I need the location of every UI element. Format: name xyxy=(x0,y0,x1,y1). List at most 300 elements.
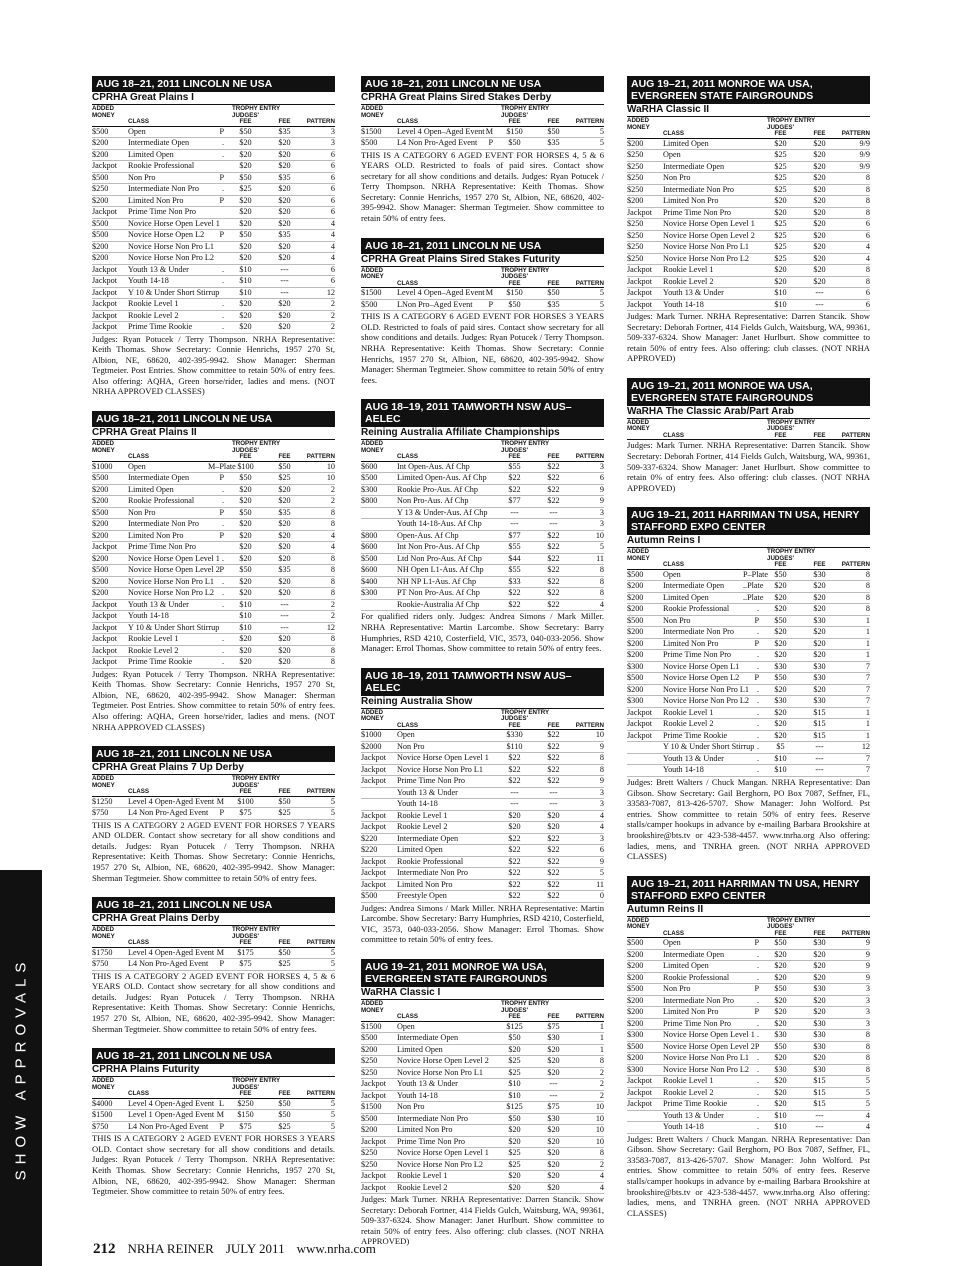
judges-fee: $25 xyxy=(278,808,291,818)
judges-fee: $20 xyxy=(278,657,291,667)
trophy xyxy=(477,462,495,473)
judges-fee: $20 xyxy=(547,810,560,820)
table-row xyxy=(361,753,604,765)
header-judges-fee: FEE xyxy=(547,721,560,729)
judges-fee: $20 xyxy=(278,645,291,655)
entry-fee: $25 xyxy=(508,1159,521,1169)
trophy: . xyxy=(756,972,759,982)
trophy xyxy=(477,542,495,553)
judges-fee: $75 xyxy=(547,1102,560,1112)
pattern: 8 xyxy=(599,588,604,598)
class-name: Level 1 Open-Aged Event xyxy=(128,1110,215,1120)
trophy: P xyxy=(219,530,224,540)
pattern: 2 xyxy=(599,1067,604,1077)
pattern: 10 xyxy=(595,1136,604,1146)
added-money: $250 xyxy=(92,184,109,193)
class-name: Non Pro xyxy=(663,173,691,182)
header-pattern: PATTERN xyxy=(306,939,335,947)
added-money xyxy=(361,788,397,799)
issue-date: JULY 2011 xyxy=(225,1241,285,1256)
judges-fee: $30 xyxy=(547,1033,560,1043)
entry-fee: $77 xyxy=(508,530,521,540)
header-fees xyxy=(761,918,839,938)
table-row xyxy=(627,973,870,985)
class-name: Y 10 & Under Short Stirrup xyxy=(128,622,220,632)
added-money: $500 xyxy=(627,1041,644,1051)
entry-fee: $110 xyxy=(506,741,523,751)
judges-fee: $30 xyxy=(813,1064,826,1074)
added-money: Jackpot xyxy=(361,764,387,774)
show-block xyxy=(92,897,335,1034)
judges-fee: --- xyxy=(280,287,289,297)
judges-fee: $20 xyxy=(813,276,826,286)
trophy: ..Plate xyxy=(743,592,764,602)
table-row xyxy=(361,1137,604,1149)
added-money: Jackpot xyxy=(627,707,653,717)
header-entry-fee: FEE xyxy=(239,788,252,796)
header-entry-fee: FEE xyxy=(508,118,521,125)
trophy: P xyxy=(219,565,224,575)
judges-fee: $15 xyxy=(813,730,826,740)
header-fees xyxy=(495,268,573,288)
show-subtitle: CPRHA Plains Futurity xyxy=(92,1064,335,1077)
show-notes: For qualified riders only. Judges: Andrea Simons / Mark Miller. NRHA Representative: Martin Larcombe. Show Secretary: Barry Humphries, RSD 4210, Costerfield, VIC, 3573, 040-033-2056. Show Manager: Errol Thomas. Show committee to retain 50% of entry fees. xyxy=(361,611,604,654)
judges-fee: $20 xyxy=(813,604,826,614)
class-name: Level 4 Open–Aged Event xyxy=(397,126,485,136)
pattern: 8 xyxy=(865,276,870,286)
header-trophy-entry-judges: TROPHY ENTRY JUDGES' xyxy=(232,440,281,454)
class-name: Rookie Level 2 xyxy=(128,310,179,320)
added-money: $500 xyxy=(92,507,109,517)
class-name: Rookie Level 2 xyxy=(663,719,714,729)
pattern: 4 xyxy=(865,253,870,263)
table-row xyxy=(627,1019,870,1031)
trophy xyxy=(477,508,495,519)
class-name: Youth 14-18 xyxy=(397,799,438,809)
table-row xyxy=(627,173,870,185)
class-name: Open xyxy=(663,938,681,948)
added-money: $500 xyxy=(361,553,378,563)
pattern: 8 xyxy=(599,1148,604,1158)
judges-fee: $20 xyxy=(278,149,291,159)
trophy xyxy=(477,834,495,845)
added-money: $4000 xyxy=(92,1098,113,1108)
class-name: Rookie Level 1 xyxy=(397,810,448,820)
class-name: Youth 14-18 xyxy=(128,276,169,285)
class-name: Non Pro xyxy=(128,172,156,182)
judges-fee: $30 xyxy=(547,1113,560,1123)
table-row xyxy=(361,1160,604,1172)
judges-fee: $22 xyxy=(547,730,560,740)
show-title: AUG 18–21, 2011 LINCOLN NE USA xyxy=(361,76,604,92)
trophy: P xyxy=(754,638,759,648)
added-money: Jackpot xyxy=(361,810,387,820)
added-money xyxy=(361,600,397,611)
class-name: Prime Time Non Pro xyxy=(663,1018,732,1028)
class-name: Prime Time Non Pro xyxy=(397,776,466,786)
added-money: $500 xyxy=(627,938,644,948)
entry-fee: $150 xyxy=(506,126,523,136)
column-header xyxy=(92,775,335,797)
judges-fee: $30 xyxy=(813,661,826,671)
added-money xyxy=(361,519,397,530)
added-money: $600 xyxy=(361,461,378,471)
judges-fee: $35 xyxy=(278,172,291,182)
judges-fee: $25 xyxy=(278,1121,291,1131)
show-block xyxy=(92,1048,335,1197)
class-name: Level 4 Open–Aged Event xyxy=(397,288,485,298)
judges-fee: $20 xyxy=(813,627,826,637)
class-name: Novice Horse Non Pro L2 xyxy=(663,253,749,263)
pattern: 12 xyxy=(326,622,335,632)
header-entry-fee: FEE xyxy=(239,453,252,461)
class-name: Intermediate Non Pro xyxy=(663,627,734,637)
class-name: Limited Non Pro xyxy=(663,196,719,205)
entry-fee: $20 xyxy=(774,627,787,637)
judges-fee: $20 xyxy=(278,530,291,540)
trophy: . xyxy=(756,765,759,775)
class-name: Intermediate Non Pro xyxy=(663,184,734,194)
pattern: 6 xyxy=(330,276,335,285)
entry-fee: --- xyxy=(510,507,519,517)
entry-fee: $30 xyxy=(774,696,787,706)
pattern: 4 xyxy=(599,822,604,832)
entry-fee: $10 xyxy=(774,1122,787,1132)
added-money: $200 xyxy=(92,553,109,563)
header-fee-pair xyxy=(226,454,304,461)
header-fee-pair xyxy=(761,931,839,938)
header-judges-fee: FEE xyxy=(278,939,291,947)
entry-fee: $20 xyxy=(508,822,521,832)
class-name: Youth 14-18-Aus. Af Chp xyxy=(397,519,482,529)
entry-fee: $20 xyxy=(239,530,252,540)
class-name: Intermediate Open xyxy=(128,473,190,483)
header-pattern: PATTERN xyxy=(306,788,335,796)
pattern: 7 xyxy=(865,753,870,763)
judges-fee: $20 xyxy=(278,195,291,205)
trophy: . xyxy=(756,661,759,671)
pattern: 3 xyxy=(599,519,604,529)
class-name: NH Open L1-Aus. Af Chp xyxy=(397,565,484,575)
trophy: P xyxy=(754,938,759,948)
entry-fee: $22 xyxy=(508,599,521,609)
judges-fee: $50 xyxy=(278,461,291,471)
trophy: P xyxy=(219,959,224,969)
entry-fee: $50 xyxy=(774,1041,787,1051)
judges-fee: $20 xyxy=(547,1136,560,1146)
added-money: $200 xyxy=(92,253,109,262)
table-row xyxy=(361,554,604,566)
judges-fee: --- xyxy=(280,276,289,285)
judges-fee: $35 xyxy=(278,507,291,517)
pattern: 12 xyxy=(326,287,335,297)
column-header xyxy=(361,267,604,289)
added-money: $1250 xyxy=(92,796,113,806)
judges-fee: --- xyxy=(815,765,824,775)
entry-fee: $22 xyxy=(508,484,521,494)
entry-fee: $10 xyxy=(239,611,252,621)
class-name: Non Pro xyxy=(128,507,156,517)
judges-fee: $20 xyxy=(278,241,291,251)
table-row xyxy=(627,570,870,582)
header-fees xyxy=(495,710,573,730)
class-name: Novice Horse Open Level 1 xyxy=(128,553,220,563)
class-name: Limited Non Pro xyxy=(128,530,184,540)
judges-fee: --- xyxy=(549,507,558,517)
table-row xyxy=(627,277,870,289)
added-money: $200 xyxy=(92,138,109,147)
judges-fee: $20 xyxy=(813,995,826,1005)
header-pattern: PATTERN xyxy=(575,118,604,125)
header-fees xyxy=(495,1001,573,1021)
trophy xyxy=(477,1148,495,1159)
trophy xyxy=(477,600,495,611)
entry-fee: $330 xyxy=(506,730,523,740)
entry-fee: $20 xyxy=(774,707,787,717)
table-row xyxy=(627,961,870,973)
table-row xyxy=(92,276,335,288)
entry-fee: $55 xyxy=(508,461,521,471)
class-name: Non Pro xyxy=(397,741,425,751)
header-pattern: PATTERN xyxy=(575,453,604,461)
judges-fee: --- xyxy=(280,622,289,632)
pattern: 4 xyxy=(865,1122,870,1132)
table-row xyxy=(92,1099,335,1111)
pattern: 0 xyxy=(599,891,604,901)
entry-fee: $20 xyxy=(239,310,252,320)
table-row xyxy=(361,891,604,903)
judges-fee: $20 xyxy=(278,161,291,170)
header-trophy-entry-judges: TROPHY ENTRY JUDGES' xyxy=(767,916,816,931)
entry-fee: $25 xyxy=(508,1148,521,1158)
table-row xyxy=(361,799,604,811)
pattern: 2 xyxy=(330,310,335,320)
trophy: P xyxy=(488,299,493,309)
table-row xyxy=(92,531,335,543)
judges-fee: $50 xyxy=(278,947,291,957)
entry-fee: $22 xyxy=(508,473,521,483)
added-money: $200 xyxy=(92,530,109,540)
table-row xyxy=(361,138,604,150)
header-fees xyxy=(226,106,304,126)
table-row xyxy=(627,162,870,174)
class-name: Novice Horse Open Level 1 xyxy=(397,1148,489,1158)
trophy: . xyxy=(756,707,759,717)
entry-fee: $25 xyxy=(508,1067,521,1077)
table-row xyxy=(627,196,870,208)
table-row xyxy=(361,822,604,834)
added-money: $300 xyxy=(627,696,644,706)
trophy: P xyxy=(219,473,224,483)
added-money: $500 xyxy=(92,565,109,575)
judges-fee: $50 xyxy=(278,796,291,806)
header-fee-pair xyxy=(495,1014,573,1021)
class-name: Intermediate Non Pro xyxy=(397,868,468,878)
entry-fee: $20 xyxy=(774,684,787,694)
entry-fee: $20 xyxy=(774,650,787,660)
show-notes: Judges: Ryan Potucek / Terry Thompson. NRHA Representative: Keith Thomas. Show Secretary: Connie Henrichs, 1957 270 St, Albion, NE, 68620, 402-395-9942. Show Manager: Sherman Tegtmeier. Post Entries. Show committee to retain 50% of entry fees. Also offering: AQHA, Green horse/rider, ladies and mens. (NOT NRHA APPROVED CLASSES) xyxy=(92,333,335,397)
column-header xyxy=(361,1000,604,1022)
table-row xyxy=(361,1183,604,1195)
pattern: 8 xyxy=(330,565,335,575)
pattern: 9 xyxy=(865,961,870,971)
class-name: Rookie Level 2 xyxy=(397,1182,448,1192)
trophy xyxy=(208,219,226,230)
show-block xyxy=(361,668,604,945)
added-money: Jackpot xyxy=(92,299,118,308)
entry-fee: $20 xyxy=(774,604,787,614)
judges-fee: $22 xyxy=(547,530,560,540)
show-notes: Judges: Ryan Potucek / Terry Thompson. NRHA Representative: Keith Thomas. Show Secretary: Connie Henrichs, 1957 270 St, Albion, NE, 68620, 402-395-9942. Show Manager: Sherman Tegtmeier. Post Entries. Show committee to retain 50% of entry fees. Also offering: AQHA, Green horse/rider, ladies and mens. (NOT NRHA APPROVED CLASSES) xyxy=(92,668,335,732)
judges-fee: $20 xyxy=(278,496,291,506)
entry-fee: $22 xyxy=(508,891,521,901)
entry-fee: $25 xyxy=(774,219,787,228)
header-class: CLASS xyxy=(128,118,149,125)
trophy xyxy=(477,519,495,530)
added-money: $400 xyxy=(361,576,378,586)
pattern: 3 xyxy=(599,787,604,797)
header-class: CLASS xyxy=(663,929,684,937)
entry-fee: $22 xyxy=(508,833,521,843)
trophy: . xyxy=(756,1076,759,1086)
column-header xyxy=(361,105,604,127)
added-money: $200 xyxy=(627,581,644,591)
added-money: Jackpot xyxy=(92,310,118,320)
show-notes: THIS IS A CATEGORY 2 AGED EVENT FOR HORSES 3 YEARS OLD. Contact show secretary for all show conditions and details. Judges: Ryan Potucek / Terry Thompson. NRHA Representative: Keith Thomas. Show Secretary: Connie Henrichs, 1957 270 St, Albion, NE, 68620, 402-395-9942. Show Manager: Sherman Tegtmeier. Show committee to retain 50% of entry fees. xyxy=(92,1133,335,1197)
entry-fee: $75 xyxy=(239,959,252,969)
added-money: Jackpot xyxy=(361,1090,387,1100)
table-row xyxy=(361,473,604,485)
entry-fee: $20 xyxy=(774,995,787,1005)
pattern: 8 xyxy=(865,604,870,614)
pattern: 10 xyxy=(595,530,604,540)
trophy: M xyxy=(216,796,224,806)
class-name: Intermediate Non Pro xyxy=(128,184,199,193)
header-trophy-entry-judges: TROPHY ENTRY JUDGES' xyxy=(767,548,816,562)
pattern: 5 xyxy=(865,1087,870,1097)
header-class: CLASS xyxy=(397,721,418,729)
judges-fee: $20 xyxy=(278,634,291,644)
judges-fee: $20 xyxy=(813,581,826,591)
added-money: $1500 xyxy=(361,126,382,136)
trophy: P xyxy=(219,507,224,517)
added-money: $500 xyxy=(627,615,644,625)
header-pattern: PATTERN xyxy=(841,929,870,937)
trophy xyxy=(743,185,761,196)
column-header xyxy=(92,105,335,127)
pattern: 4 xyxy=(330,530,335,540)
judges-fee: --- xyxy=(549,799,558,809)
added-money: $250 xyxy=(361,1056,378,1066)
show-notes: Judges: Mark Turner. NRHA Representative: Darren Stancik. Show Secretary: Deborah Fortner, 414 Fields Gulch, Waitsburg, WA, 99361, 509-337-6324. Show Manager: Janet Hurlburt. Show committee to retain 50% of entry fees. Also offering: club classes. (NOT NRHA APPROVED) xyxy=(361,1194,604,1247)
pattern: 6 xyxy=(865,299,870,309)
judges-fee: $75 xyxy=(547,1021,560,1031)
trophy xyxy=(477,1045,495,1056)
class-name: Int Non Pro-Aus. Af Chp xyxy=(397,542,480,552)
table-row xyxy=(92,646,335,658)
entry-fee: $10 xyxy=(239,287,252,297)
trophy xyxy=(477,473,495,484)
table-row xyxy=(627,231,870,243)
added-money: $250 xyxy=(627,230,644,240)
trophy xyxy=(208,253,226,264)
entry-fee: $50 xyxy=(239,126,252,136)
class-name: Limited Non Pro xyxy=(663,638,719,648)
added-money: $250 xyxy=(361,1148,378,1158)
show-title: AUG 19–21, 2011 MONROE WA USA, EVERGREEN STATE FAIRGROUNDS xyxy=(361,959,604,987)
class-name: Freestyle Open xyxy=(397,891,447,901)
trophy xyxy=(477,1056,495,1067)
header-class: CLASS xyxy=(128,453,149,461)
added-money: Jackpot xyxy=(92,634,118,644)
trophy: . xyxy=(756,627,759,637)
table-row xyxy=(627,1099,870,1111)
header-trophy-entry-judges: TROPHY ENTRY JUDGES' xyxy=(501,105,550,119)
pattern: 9 xyxy=(599,856,604,866)
added-money: $200 xyxy=(361,1125,378,1135)
table-row xyxy=(361,1114,604,1126)
pattern: 1 xyxy=(599,1044,604,1054)
table-row xyxy=(627,639,870,651)
table-row xyxy=(361,868,604,880)
added-money: $250 xyxy=(627,253,644,263)
trophy: P xyxy=(754,615,759,625)
entry-fee: $22 xyxy=(508,753,521,763)
pattern: 6 xyxy=(330,195,335,205)
entry-fee: $10 xyxy=(774,753,787,763)
judges-fee: $22 xyxy=(547,553,560,563)
trophy: . xyxy=(756,1110,759,1120)
added-money: Jackpot xyxy=(627,730,653,740)
class-name: Limited Open xyxy=(397,845,443,855)
added-money: Jackpot xyxy=(361,879,387,889)
header-fee-pair xyxy=(495,454,573,461)
show-title: AUG 19–21, 2011 HARRIMAN TN USA, HENRY STAFFORD EXPO CENTER xyxy=(627,507,870,535)
judges-fee: $30 xyxy=(813,938,826,948)
pattern: 8 xyxy=(330,576,335,586)
show-notes: Judges: Brett Walters / Chuck Mangan. NRHA Representative: Dan Gibson. Show Secretary: Gail Berghorn, PO Box 7087, Seffner, FL, 33583-7087, 813-426-5707. Show Manager: John Wolford. Pst entries. Show committee to retain 50% of entry fees. Reserve stalls/camper hookups in advance by e-mailing Barbara Brookshire at brookshire@bts.tv or 423-538-4457. www.tnrha.org Also offering: ladies, mens, and TNRHA green. (NOT NRHA APPROVED CLASSES) xyxy=(627,1133,870,1218)
class-name: Prime Time Rookie xyxy=(663,730,728,740)
judges-fee: --- xyxy=(549,519,558,529)
class-name: Open xyxy=(397,730,415,740)
trophy xyxy=(208,242,226,253)
judges-fee: --- xyxy=(815,753,824,763)
trophy: . xyxy=(756,742,759,752)
show-subtitle: WaRHA The Classic Arab/Part Arab xyxy=(627,406,870,419)
entry-fee: $50 xyxy=(239,473,252,483)
table-row xyxy=(92,634,335,646)
pattern: 5 xyxy=(599,126,604,136)
added-money xyxy=(627,742,663,753)
column-header xyxy=(92,440,335,462)
entry-fee: $20 xyxy=(239,195,252,205)
entry-fee: $20 xyxy=(774,638,787,648)
trophy: . xyxy=(221,184,224,193)
pattern: 3 xyxy=(330,126,335,136)
judges-fee: $20 xyxy=(278,184,291,193)
show-notes: THIS IS A CATEGORY 6 AGED EVENT FOR HORSES 3 YEARS OLD. Restricted to foals of paid sires. Contact show secretary for all show conditions and details. Judges: Ryan Potucek / Terry Thompson. NRHA Representative: Keith Thomas. Show Secretary: Connie Henrichs, 1957 270 St, Albion, NE, 68620, 402-395-9942. Show Manager: Sherman Tegtmeier. Show committee to retain 50% of entry fees. xyxy=(361,311,604,385)
added-money: $1500 xyxy=(361,1102,382,1112)
entry-fee: $125 xyxy=(506,1021,523,1031)
added-money: $200 xyxy=(627,949,644,959)
header-fees xyxy=(761,420,839,440)
show-title: AUG 18–21, 2011 LINCOLN NE USA xyxy=(361,238,604,254)
entry-fee: $20 xyxy=(239,241,252,251)
header-added-money: ADDED MONEY xyxy=(92,105,115,119)
pattern: 6 xyxy=(330,184,335,193)
entry-fee: $75 xyxy=(239,1121,252,1131)
entry-fee: $10 xyxy=(239,622,252,632)
